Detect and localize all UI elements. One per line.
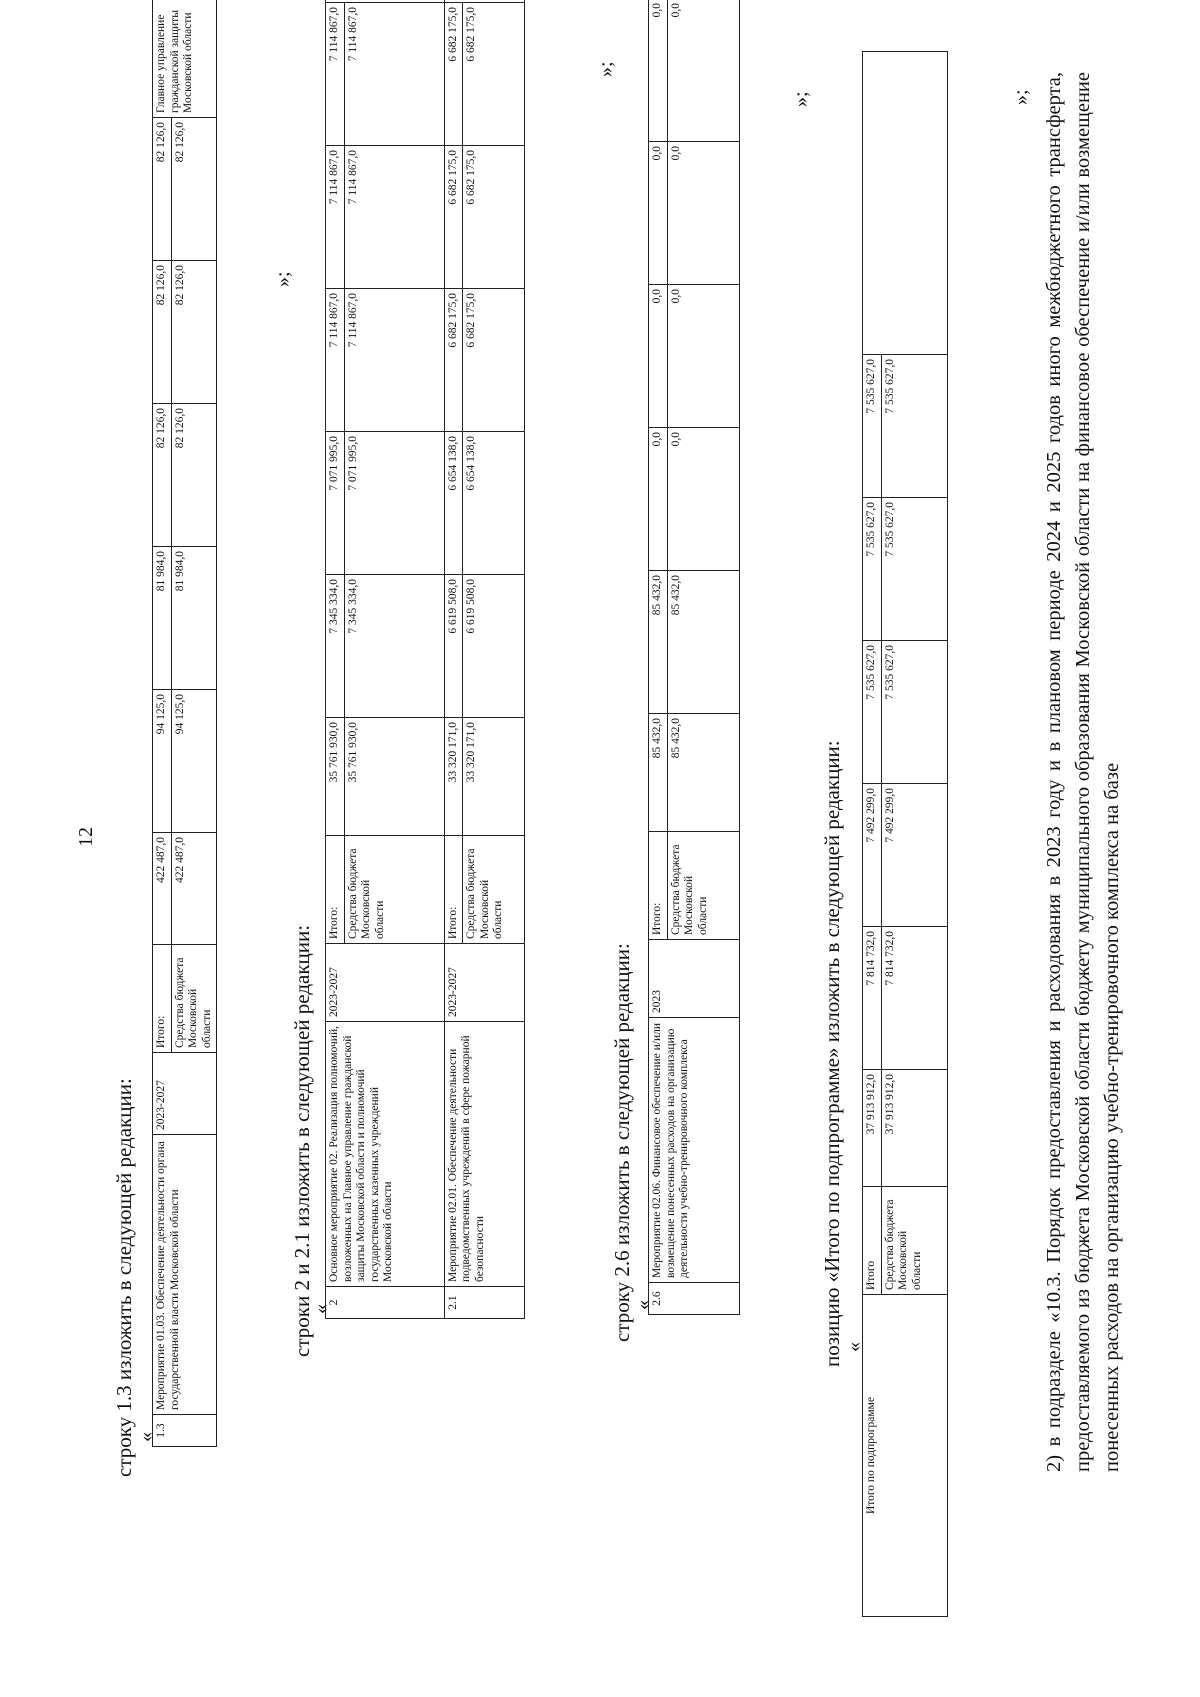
value-cell: 7 114 867,0 — [344, 3, 444, 146]
section2-heading: строки 2 и 2.1 изложить в следующей редакции: — [290, 924, 314, 1357]
section1-closing-quote: »; — [272, 271, 294, 287]
value-cell: 82 126,0 — [153, 118, 172, 261]
value-cell: 85 432,0 — [667, 571, 739, 714]
value-cell: 7 535 627,0 — [881, 641, 947, 784]
value-cell: 0,0 — [649, 285, 668, 428]
source-label: Итого: — [649, 832, 668, 940]
value-cell: 82 126,0 — [153, 261, 172, 404]
section4-closing-quote: »; — [1010, 89, 1032, 105]
value-cell: 7 345 334,0 — [344, 575, 444, 718]
period: 2023-2027 — [444, 944, 525, 1022]
value-cell: 37 913 912,0 — [863, 1070, 882, 1187]
section4-heading: позицию «Итого по подпрограмме» изложить в следующей редакции: — [820, 740, 844, 1367]
section4-quote-open: « — [843, 1342, 865, 1352]
row-number: 2 — [326, 1287, 445, 1319]
value-cell: 7 071 995,0 — [344, 432, 444, 575]
value-cell: 94 125,0 — [171, 690, 217, 833]
value-cell: 7 114 867,0 — [326, 146, 345, 289]
value-cell: 6 619 508,0 — [444, 575, 463, 718]
source-label: Средства бюджета Московской области — [881, 1187, 947, 1295]
value-cell: 82 126,0 — [153, 404, 172, 547]
value-cell: 7 492 299,0 — [863, 784, 882, 927]
source-label: Итого: — [326, 836, 345, 944]
measure-name: Мероприятие 02.06. Финансовое обеспечение и/или возмещение понесенных расходов на организацию деятельности учебно-тренировочного комплекса — [649, 1018, 740, 1283]
section3-quote-open: « — [632, 1300, 654, 1310]
row-number: 2.6 — [649, 1283, 740, 1315]
value-cell: 6 682 175,0 — [463, 289, 525, 432]
value-cell: 82 126,0 — [171, 118, 217, 261]
source-label: Итого: — [444, 836, 463, 944]
value-cell: 6 654 138,0 — [463, 432, 525, 575]
value-cell: 85 432,0 — [649, 714, 668, 832]
value-cell: 0,0 — [649, 0, 668, 142]
period: 2023-2027 — [326, 944, 445, 1022]
value-cell: 6 682 175,0 — [444, 146, 463, 289]
source-label: Средства бюджета Московской области — [667, 832, 739, 940]
value-cell: 82 126,0 — [171, 261, 217, 404]
section1-table — [152, 0, 217, 1447]
table-row — [863, 52, 882, 1617]
value-cell: 7 814 732,0 — [881, 927, 947, 1070]
value-cell: 37 913 912,0 — [881, 1070, 947, 1187]
row-number: 1.3 — [153, 1415, 217, 1447]
value-cell: 33 320 171,0 — [444, 718, 463, 836]
value-cell: 7 535 627,0 — [881, 355, 947, 498]
value-cell: 6 619 508,0 — [463, 575, 525, 718]
value-cell: 81 984,0 — [153, 547, 172, 690]
section1-quote-open: « — [135, 1432, 157, 1442]
value-cell: 82 126,0 — [171, 404, 217, 547]
executor: Главное управление гражданской защиты Московской области — [153, 0, 217, 118]
table-row — [326, 0, 345, 1319]
value-cell: 0,0 — [667, 142, 739, 285]
total-label: Итого по подпрограмме — [863, 1295, 948, 1617]
empty-executor-cell — [863, 52, 948, 355]
value-cell: 6 682 175,0 — [444, 3, 463, 146]
table-row — [444, 0, 463, 1319]
value-cell: 7 535 627,0 — [863, 641, 882, 784]
value-cell: 7 114 867,0 — [344, 289, 444, 432]
value-cell: 7 114 867,0 — [326, 289, 345, 432]
value-cell: 7 535 627,0 — [863, 498, 882, 641]
section2-table — [325, 0, 525, 1319]
section3-table — [648, 0, 740, 1315]
value-cell: 0,0 — [667, 0, 739, 142]
value-cell: 7 814 732,0 — [863, 927, 882, 1070]
value-cell: 0,0 — [649, 428, 668, 571]
row-number: 2.1 — [444, 1287, 525, 1319]
value-cell: 422 487,0 — [171, 833, 217, 945]
section3-closing-quote: »; — [790, 91, 812, 107]
source-label: Средства бюджета Московской области — [463, 836, 525, 944]
source-label: Средства бюджета Московской области — [344, 836, 444, 944]
source-label: Средства бюджета Московской области — [171, 945, 217, 1053]
value-cell: 7 492 299,0 — [881, 784, 947, 927]
source-label: Итого — [863, 1187, 882, 1295]
section2-quote-open: « — [310, 1304, 332, 1314]
value-cell: 7 071 995,0 — [326, 432, 345, 575]
value-cell: 33 320 171,0 — [463, 718, 525, 836]
value-cell: 7 535 627,0 — [881, 498, 947, 641]
source-label: Итого: — [153, 945, 172, 1053]
measure-name: Основное мероприятие 02. Реализация полномочий, возложенных на Главное управление гражданской защиты Московской области и полномочий государственных казенных учреждений Московской области — [326, 1022, 445, 1287]
value-cell: 6 682 175,0 — [444, 289, 463, 432]
value-cell: 7 114 867,0 — [344, 146, 444, 289]
value-cell: 35 761 930,0 — [344, 718, 444, 836]
value-cell: 35 761 930,0 — [326, 718, 345, 836]
period: 2023-2027 — [153, 1053, 217, 1135]
section2-closing-quote: »; — [595, 61, 617, 77]
value-cell: 85 432,0 — [649, 571, 668, 714]
value-cell: 0,0 — [667, 428, 739, 571]
section4-table — [862, 51, 948, 1617]
period: 2023 — [649, 940, 740, 1018]
value-cell: 85 432,0 — [667, 714, 739, 832]
table-row — [649, 0, 668, 1315]
value-cell: 7 345 334,0 — [326, 575, 345, 718]
section3-heading: строку 2.6 изложить в следующей редакции: — [610, 943, 634, 1342]
measure-name: Мероприятие 01.03. Обеспечение деятельности органа государственной власти Московской области — [153, 1135, 217, 1415]
value-cell: 6 682 175,0 — [463, 146, 525, 289]
measure-name: Мероприятие 02.01. Обеспечение деятельности подведомственных учреждений в сфере пожарной безопасности — [444, 1022, 525, 1287]
value-cell: 81 984,0 — [171, 547, 217, 690]
value-cell: 6 682 175,0 — [463, 3, 525, 146]
section1-heading: строку 1.3 изложить в следующей редакции: — [112, 1078, 136, 1477]
page-number: 12 — [75, 827, 97, 847]
value-cell: 0,0 — [667, 285, 739, 428]
value-cell: 422 487,0 — [153, 833, 172, 945]
table-row — [153, 0, 172, 1447]
value-cell: 94 125,0 — [153, 690, 172, 833]
value-cell: 7 114 867,0 — [326, 3, 345, 146]
value-cell: 6 654 138,0 — [444, 432, 463, 575]
body-paragraph: 2) в подразделе «10.3. Порядок предоставления и расходования в 2023 году и в плановом периоде 2024 и 2025 годов иного межбюджетного трансферта, предоставляемого из бюджета Московской области бюджету муниципального образования Московской области на финансовое обеспечение и/или возмещение понесенных расходов на организацию учебно-тренировочного комплекса на базе — [1043, 72, 1124, 1472]
value-cell: 0,0 — [649, 142, 668, 285]
value-cell: 7 535 627,0 — [863, 355, 882, 498]
